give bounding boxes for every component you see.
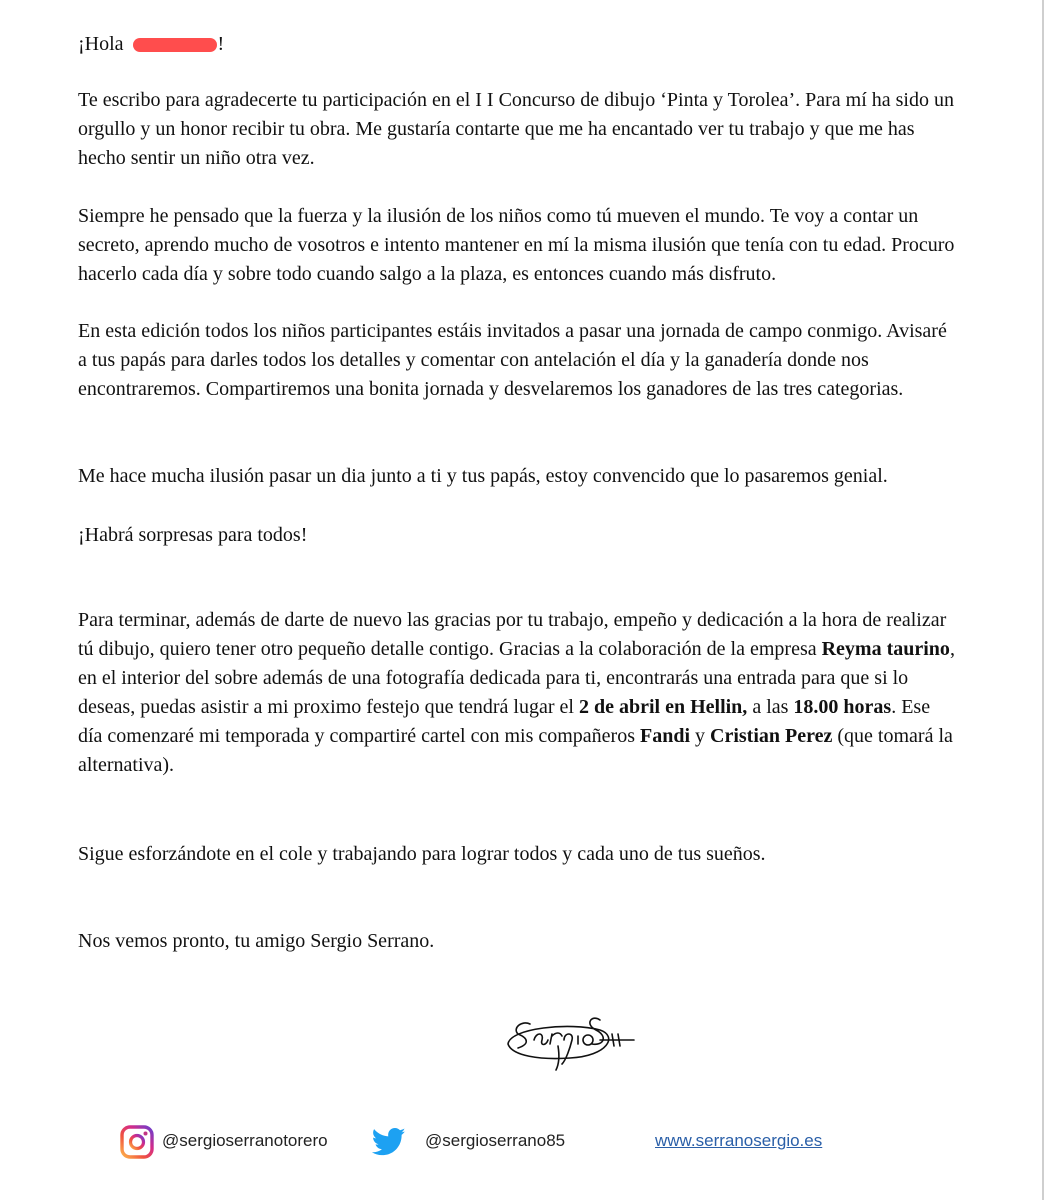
- ticket-text-6: (que tomará la alternativa).: [78, 725, 953, 776]
- company-name: Reyma taurino: [821, 638, 950, 660]
- paragraph-ticket: [78, 606, 958, 780]
- companion-fandi: Fandi: [639, 725, 691, 747]
- event-date-place: 2 de abril en Hellin,: [578, 696, 748, 718]
- twitter-handle[interactable]: @sergioserrano85: [425, 1131, 566, 1150]
- paragraph-day-together: Me hace mucha ilusión pasar un dia junto a ti y tus papás, estoy convencido que lo pasaremos genial.: [78, 465, 888, 487]
- redacted-name: [133, 38, 217, 52]
- twitter-bird-icon[interactable]: [372, 1127, 406, 1157]
- website-link[interactable]: www.serranosergio.es: [655, 1131, 823, 1150]
- instagram-handle[interactable]: @sergioserranotorero: [162, 1131, 328, 1150]
- ticket-text-1: Para terminar, además de darte de nuevo las gracias por tu trabajo, empeño y dedicación a la hora de realizar tú dibujo, quiero tener otro pequeño detalle contigo. Gracias a la colaboración de la empresa: [78, 609, 947, 660]
- instagram-icon[interactable]: [120, 1125, 154, 1159]
- contact-footer: [0, 1118, 1044, 1178]
- paragraph-thanks: Te escribo para agradecerte tu participación en el I I Concurso de dibujo ‘Pinta y Torolea’. Para mí ha sido un orgullo y un honor recibir tu obra. Me gustaría contarte que me ha encantado ver tu trabajo y que me has hecho sentir un niño otra vez.: [78, 89, 954, 169]
- handwritten-signature: [500, 1000, 640, 1072]
- paragraph-encouragement: Sigue esforzándote en el cole y trabajando para lograr todos y cada uno de tus sueños.: [78, 843, 766, 865]
- ticket-text-5: y: [690, 725, 711, 747]
- paragraph-surprises: ¡Habrá sorpresas para todos!: [78, 524, 308, 546]
- greeting-end: !: [217, 33, 225, 55]
- paragraph-illusion: Siempre he pensado que la fuerza y la ilusión de los niños como tú mueven el mundo. Te voy a contar un secreto, aprendo mucho de vosotros e intento mantener en mí la misma ilusión que tenía con tu edad. Procuro hacerlo cada día y sobre todo cuando salgo a la plaza, es entonces cuando más disfruto.: [78, 205, 955, 285]
- greeting-start: ¡Hola: [78, 33, 129, 55]
- ticket-text-4: . Ese día comenzaré mi temporada y compartiré cartel con mis compañeros: [78, 696, 931, 747]
- ticket-text-2: , en el interior del sobre además de una fotografía dedicada para ti, encontrarás una entrada para que si lo deseas, puedas asistir a mi proximo festejo que tendrá lugar el: [78, 638, 955, 718]
- greeting: [78, 30, 224, 59]
- event-time: 18.00 horas: [793, 696, 892, 718]
- companion-cristian: Cristian Perez: [710, 725, 833, 747]
- paragraph-invitation: En esta edición todos los niños participantes estáis invitados a pasar una jornada de campo conmigo. Avisaré a tus papás para darles todos los detalles y comentar con antelación el día y la ganadería donde nos encontraremos. Compartiremos una bonita jornada y desvelaremos los ganadores de las tres categorias.: [78, 320, 947, 400]
- paragraph-closing: Nos vemos pronto, tu amigo Sergio Serrano.: [78, 930, 435, 952]
- ticket-text-3: a las: [747, 696, 794, 718]
